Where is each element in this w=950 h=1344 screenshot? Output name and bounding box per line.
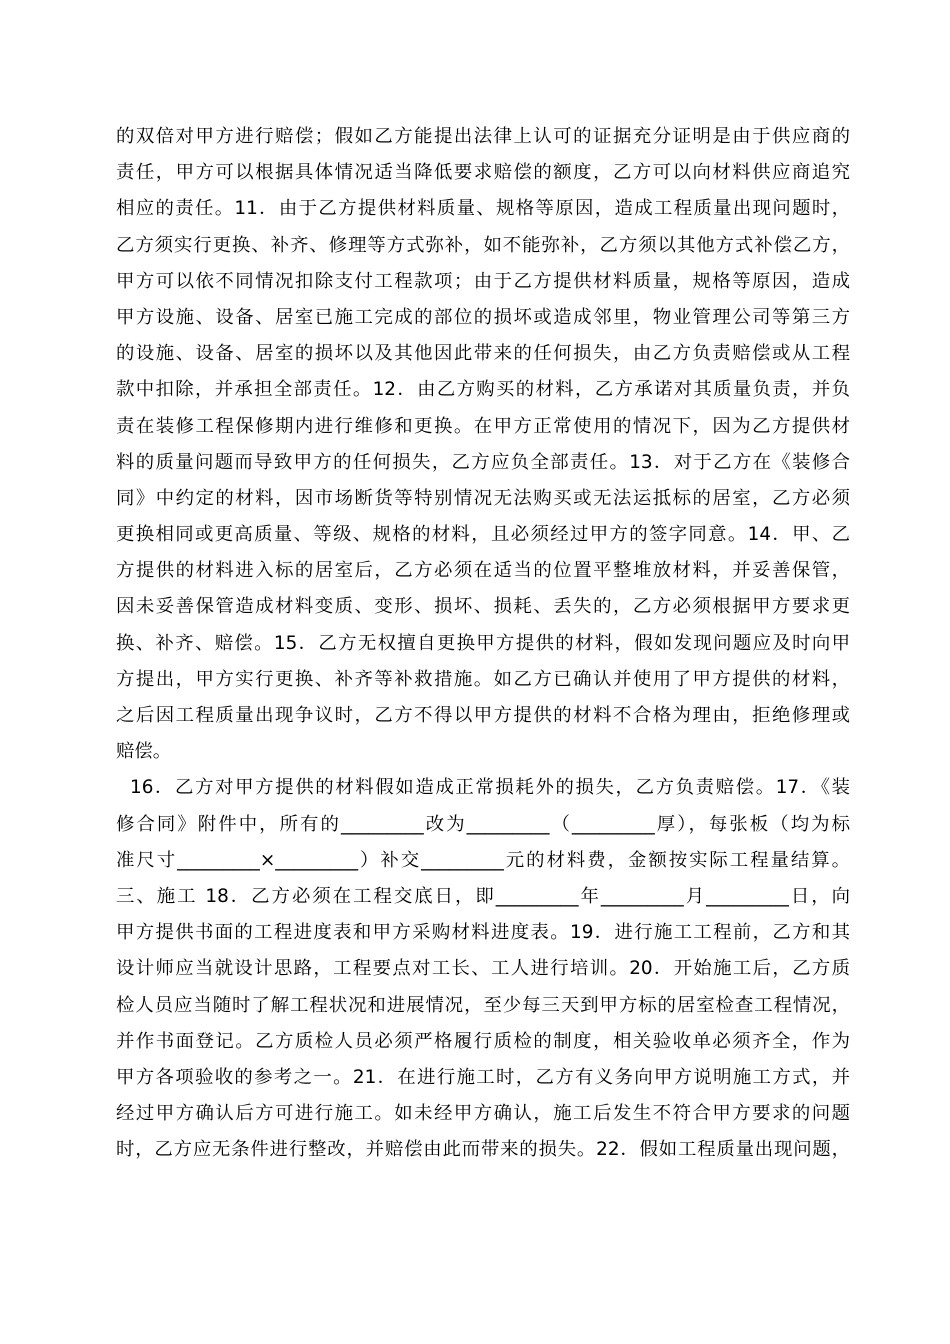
text-line: 时，乙方应无条件进行整改，并赔偿由此而带来的损失。22．假如工程质量出现问题， [116,1139,850,1161]
text-line: 之后因工程质量出现争议时，乙方不得以甲方提供的材料不合格为理由，拒绝修理或 [116,705,850,726]
text-line: 甲方各项验收的参考之一。21．在进行施工时，乙方有义务向甲方说明施工方式，并 [116,1066,850,1088]
text-line: 相应的责任。11．由于乙方提供材料质量、规格等原因，造成工程质量出现问题时， [116,198,850,220]
text-line: 甲方设施、设备、居室已施工完成的部位的损坏或造成邻里，物业管理公司等第三方 [116,306,850,328]
text-line: 甲方提供书面的工程进度表和甲方采购材料进度表。19．进行施工工程前，乙方和其 [116,922,850,944]
text-line: 乙方须实行更换、补齐、修理等方式弥补，如不能弥补，乙方须以其他方式补偿乙方， [116,234,850,256]
text-line: 甲方可以依不同情况扣除支付工程款项；由于乙方提供材料质量，规格等原因，造成 [116,270,850,292]
text-line: 设计师应当就设计思路，工程要点对工长、工人进行培训。20．开始施工后，乙方质 [116,958,850,980]
body-text [116,119,850,1168]
text-line: 并作书面登记。乙方质检人员必须严格履行质检的制度，相关验收单必须齐全，作为 [116,1030,850,1052]
text-line: 同》中约定的材料，因市场断货等特别情况无法购买或无法运抵标的居室，乙方必须 [116,487,850,509]
text-line: 换、补齐、赔偿。15．乙方无权擅自更换甲方提供的材料，假如发现问题应及时向甲 [116,632,850,654]
text-line: 的设施、设备、居室的损坏以及其他因此带来的任何损失，由乙方负责赔偿或从工程 [116,343,850,365]
text-line: 更换相同或更高质量、等级、规格的材料，且必须经过甲方的签字同意。14．甲、乙 [116,524,850,546]
paragraph-first-line: 16．乙方对甲方提供的材料假如造成正常损耗外的损失，乙方负责赔偿。17．《装 [130,777,850,799]
text-line: 修合同》附件中，所有的_________改为_________（_________厚），每张板（均为标 [116,813,850,835]
text-line: 料的质量问题而导致甲方的任何损失，乙方应负全部责任。13．对于乙方在《装修合 [116,451,850,473]
text-line: 款中扣除，并承担全部责任。12．由乙方购买的材料，乙方承诺对其质量负责，并负 [116,379,850,401]
text-line: 方提出，甲方实行更换、补齐等补救措施。如乙方已确认并使用了甲方提供的材料， [116,668,850,690]
text-line: 准尺寸_________×_________）补交_________元的材料费，金额按实际工程量结算。 [116,849,850,871]
text-line: 责任，甲方可以根据具体情况适当降低要求赔偿的额度，乙方可以向材料供应商追究 [116,162,850,184]
text-line: 三、施工 18．乙方必须在工程交底日，即_________年_________月_________日，向 [116,885,850,907]
text-line: 因未妥善保管造成材料变质、变形、损坏、损耗、丢失的，乙方必须根据甲方要求更 [116,596,850,618]
text-line: 责在装修工程保修期内进行维修和更换。在甲方正常使用的情况下，因为乙方提供材 [116,415,850,437]
text-line: 经过甲方确认后方可进行施工。如未经甲方确认，施工后发生不符合甲方要求的问题 [116,1103,850,1125]
text-line: 方提供的材料进入标的居室后，乙方必须在适当的位置平整堆放材料，并妥善保管， [116,560,850,582]
text-line: 赔偿。 [116,741,172,763]
text-line: 检人员应当随时了解工程状况和进展情况，至少每三天到甲方标的居室检查工程情况， [116,994,850,1016]
text-line: 的双倍对甲方进行赔偿；假如乙方能提出法律上认可的证据充分证明是由于供应商的 [116,126,850,147]
